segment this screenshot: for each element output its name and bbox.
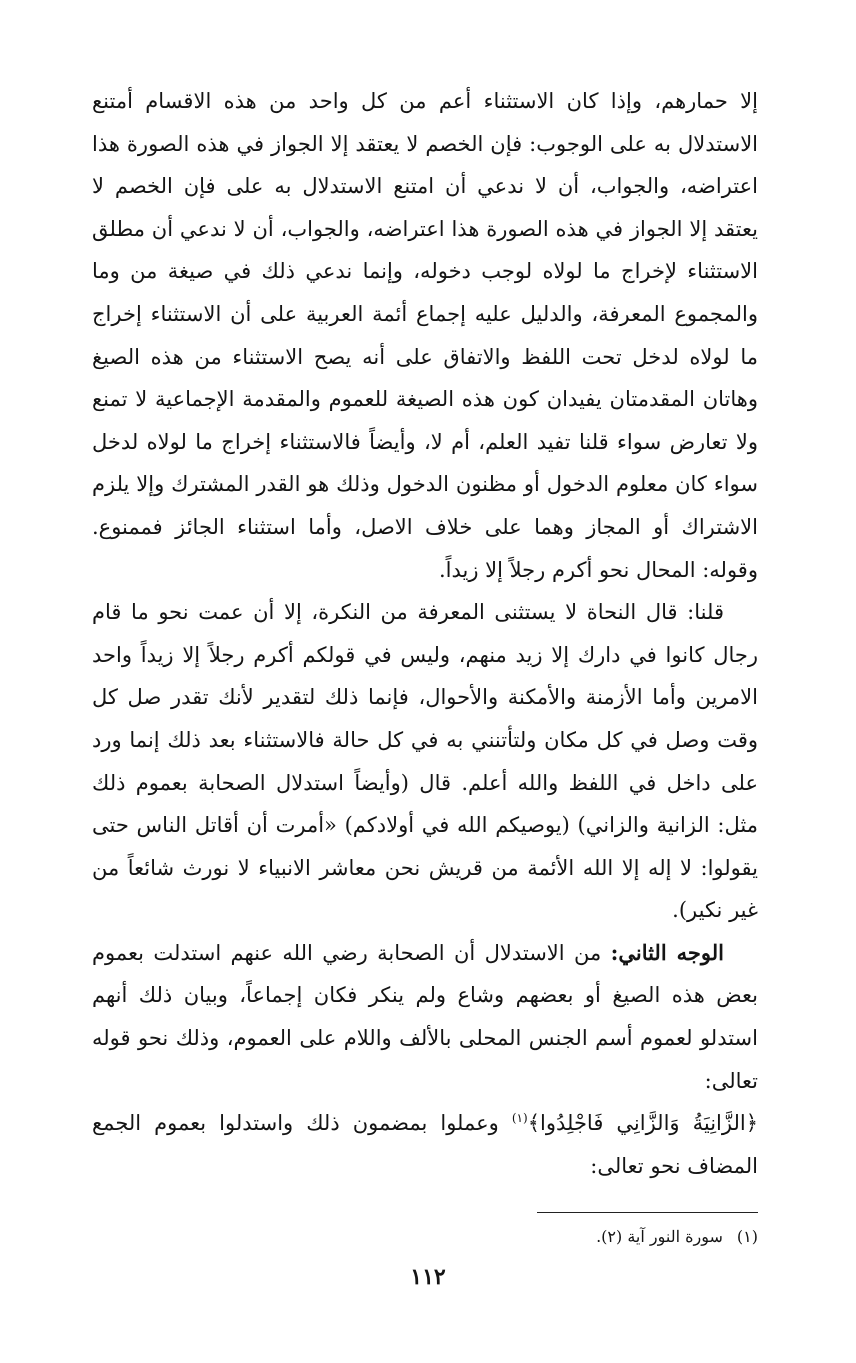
main-text bbox=[92, 80, 758, 1187]
footnote-reference[interactable]: (١) bbox=[511, 1111, 528, 1126]
footnote-number: (١) bbox=[736, 1227, 758, 1246]
paragraph-1: إلا حمارهم، وإذا كان الاستثناء أعم من كل واحد من هذه الاقسام أمتنع الاستدلال به على الوجوب: فإن الخصم لا يعتقد إلا الجواز في هذه الصورة هذا اعتراضه، والجواب، أن لا ندعي أن امتنع الاستدلال به على فإن الخصم لا يعتقد إلا الجواز في هذه الصورة هذا اعتراضه، والجواب، أن لا ندعي أن مطلق الاستثناء لإخراج ما لولاه لوجب دخوله، وإنما ندعي ذلك في صيغة من وما والمجموع المعرفة، والدليل عليه إجماع أئمة العربية على أن الاستثناء إخراج ما لولاه لدخل تحت اللفظ والاتفاق على أنه يصح الاستثناء من هذه الصيغ وهاتان المقدمتان يفيدان كون هذه الصيغة للعموم والمقدمة الإجماعية لا تمنع ولا تعارض سواء قلنا تفيد العلم، أم لا، وأيضاً فالاستثناء إخراج ما لولاه لدخل سواء كان معلوم الدخول أو مظنون الدخول وذلك هو القدر المشترك وإلا يلزم الاشتراك أو المجاز وهما على خلاف الاصل، وأما استثناء الجائز فممنوع. وقوله: المحال نحو أكرم رجلاً إلا زيداً. bbox=[92, 89, 759, 582]
quran-verse: ﴿الزَّانِيَةُ وَالزَّانِي فَاجْلِدُوا﴾ bbox=[527, 1111, 758, 1136]
paragraph-3 bbox=[92, 932, 758, 1102]
paragraph-3-text: من الاستدلال أن الصحابة رضي الله عنهم استدلت بعموم بعض هذه الصيغ أو بعضهم وشاع ولم ينكر فكان إجماعاً، وبيان ذلك أنهم استدلو لعموم أسم الجنس المحلى بالألف واللام على العموم، وذلك نحو قوله تعالى: bbox=[92, 940, 758, 1093]
footnote-separator bbox=[537, 1212, 758, 1213]
paragraph-2: قلنا: قال النحاة لا يستثنى المعرفة من النكرة، إلا أن عمت نحو ما قام رجال كانوا في دارك إلا زيد منهم، وليس في قولكم أكرم رجلاً إلا زيداً واحد الامرين وأما الأزمنة والأمكنة والأحوال، فإنما ذلك لتقدير لأنك تقدر صل كل وقت وصل في كل مكان ولتأتنني به في كل حالة فالاستثناء بعد ذلك إنما ورد على داخل في اللفظ والله أعلم. قال (وأيضاً استدلال الصحابة بعموم ذلك مثل: الزانية والزاني) (يوصيكم الله في أولادكم) «أمرت أن أقاتل الناس حتى يقولوا: لا إله إلا الله الأئمة من قريش نحن معاشر الانبياء لا نورث شائعاً من غير نكير). bbox=[92, 600, 758, 923]
footnote-1 bbox=[596, 1224, 758, 1250]
paragraph-4-text: وعملوا بمضمون ذلك واستدلوا بعموم الجمع المضاف نحو تعالى: bbox=[92, 1111, 758, 1178]
footnote-text: سورة النور آية (٢). bbox=[596, 1227, 723, 1246]
paragraph-4 bbox=[92, 1102, 758, 1187]
section-heading: الوجه الثاني: bbox=[610, 939, 724, 965]
page-number: ١١٢ bbox=[410, 1264, 446, 1290]
